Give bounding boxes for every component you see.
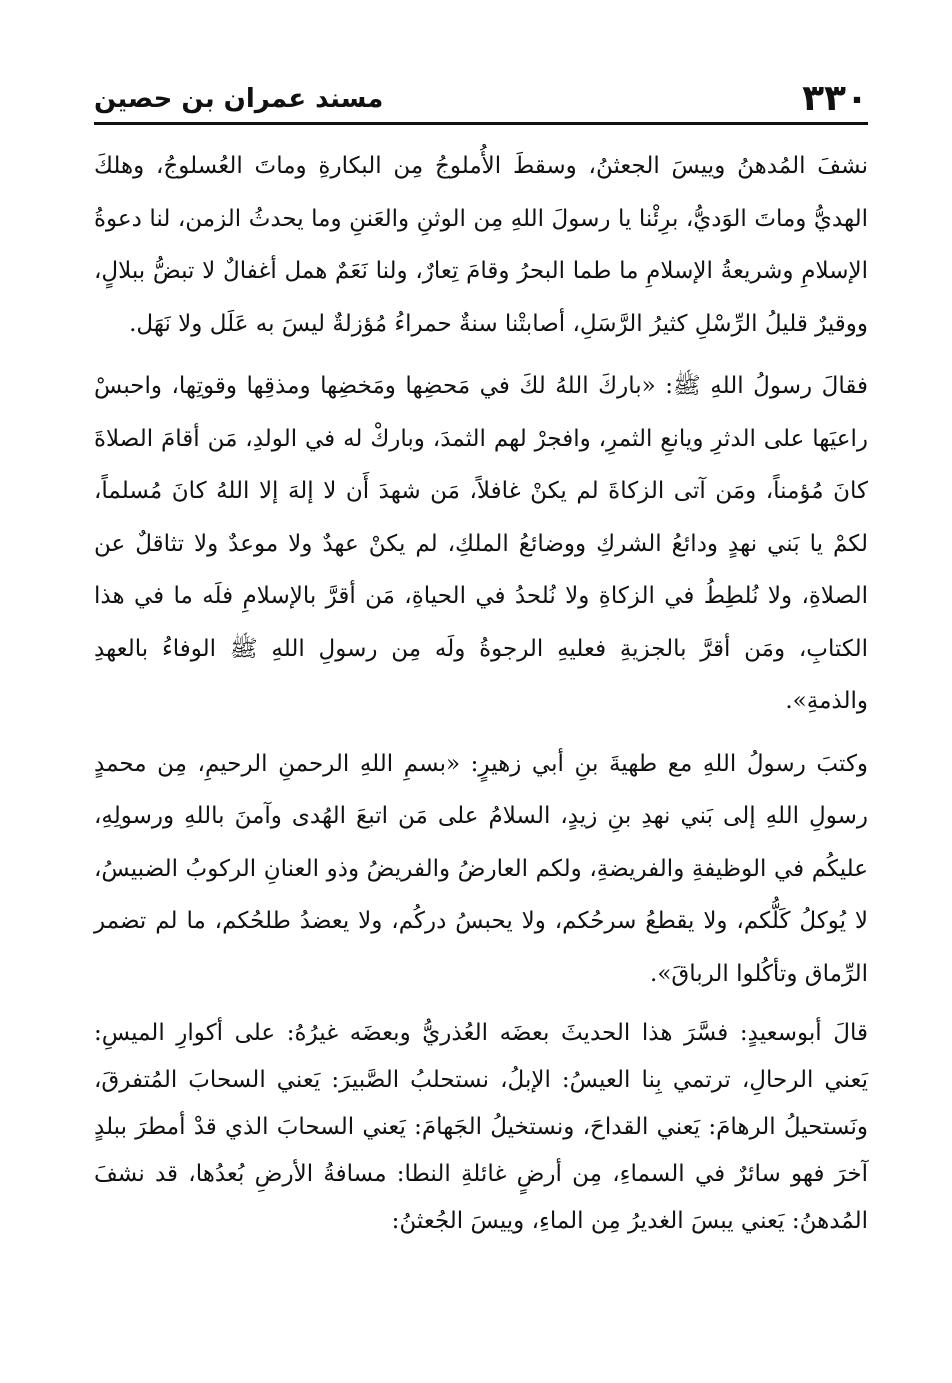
paragraph-1: نشفَ المُدهنُ وييسَ الجعثنُ، وسقطَ الأُملوجُ مِن البكارةِ وماتَ العُسلوجُ، وهلكَ الهديُّ وماتَ الوَديُّ، برِئْنا يا رسولَ اللهِ مِن الوثنِ والعَننِ وما يحدثُ الزمن، لنا دعوةُ الإسلامِ وشريعةُ الإسلامِ ما طما البحرُ وقامَ تِعارٌ، ولنا نَعَمٌ همل أغفالٌ لا تبضُّ ببلالٍ، ووقيرٌ قليلُ الرِّسْلِ كثيرُ الرَّسَلِ، أصابتْنا سنةٌ حمراءُ مُؤزلةٌ ليسَ به عَلَل ولا نَهَل. (94, 153, 868, 337)
paragraph-2: فقالَ رسولُ اللهِ ﷺ: «باركَ اللهُ لكَ في مَحضِها ومَخضِها ومذقِها وقوتِها، واحبسْ راعيَها على الدثرِ ويانعِ الثمرِ، وافجرْ لهم الثمدَ، وباركْ له في الولدِ، مَن أقامَ الصلاةَ كانَ مُؤمناً، ومَن آتى الزكاةَ لم يكنْ غافلاً، مَن شهدَ أَن لا إلهَ إلا اللهُ كانَ مُسلماً، لكمْ يا بَني نهدٍ ودائعُ الشركِ ووضائعُ الملكِ، لم يكنْ عهدٌ ولا موعدٌ ولا تثاقلٌ عن الصلاةِ، ولا نُلطِطُ في الزكاةِ ولا نُلحدُ في الحياةِ، مَن أقرَّ بالإسلامِ فلَه ما في هذا الكتابِ، ومَن أقرَّ بالجزيةِ فعليهِ الرجوةُ ولَه مِن رسولِ اللهِ ﷺ الوفاءُ بالعهدِ والذمةِ». (94, 373, 868, 714)
paragraph-3: وكتبَ رسولُ اللهِ مع طهيةَ بنِ أبي زهيرٍ: «بسمِ اللهِ الرحمنِ الرحيمِ، مِن محمدٍ رسولِ اللهِ إلى بَني نهدِ بنِ زيدٍ، السلامُ على مَن اتبعَ الهُدى وآمنَ باللهِ ورسولِهِ، عليكُم في الوظيفةِ والفريضةِ، ولكم العارضُ والفريضُ وذو العنانِ الركوبُ الضبيسُ، لا يُوكلُ كَلُّكم، ولا يقطعُ سرحُكم، ولا يحبسُ دركُم، ولا يعضدُ طلحُكم، ما لم تضمر الرِّماق وتأكُلوا الرباقَ». (94, 750, 868, 987)
paragraph-4: قالَ أبوسعيدٍ: فسَّرَ هذا الحديثَ بعضَه العُذريُّ وبعضَه غيرُهُ: على أكوارِ الميسِ: يَعني الرحالِ، ترتمي بِنا العيسُ: الإبلُ، نستحلبُ الصَّبيرَ: يَعني السحابَ المُتفرقَ، ونَستحيلُ الرهامَ: يَعني القداحَ، ونستخيلُ الجَهامَ: يَعني السحابَ الذي قدْ أمطرَ ببلدٍ آخرَ فهو سائرٌ في السماءِ، مِن أرضٍ غائلةِ النطا: مسافةُ الأرضِ بُعدُها، قد نشفَ المُدهنُ: يَعني يبسَ الغديرُ مِن الماءِ، وييسَ الجُعثنُ: (94, 1020, 868, 1234)
body-text (94, 140, 868, 1245)
header-rule (94, 122, 868, 125)
page-number: ٣٣٠ (802, 78, 868, 119)
page-header (94, 78, 868, 120)
running-title: مسند عمران بن حصين (94, 84, 384, 114)
